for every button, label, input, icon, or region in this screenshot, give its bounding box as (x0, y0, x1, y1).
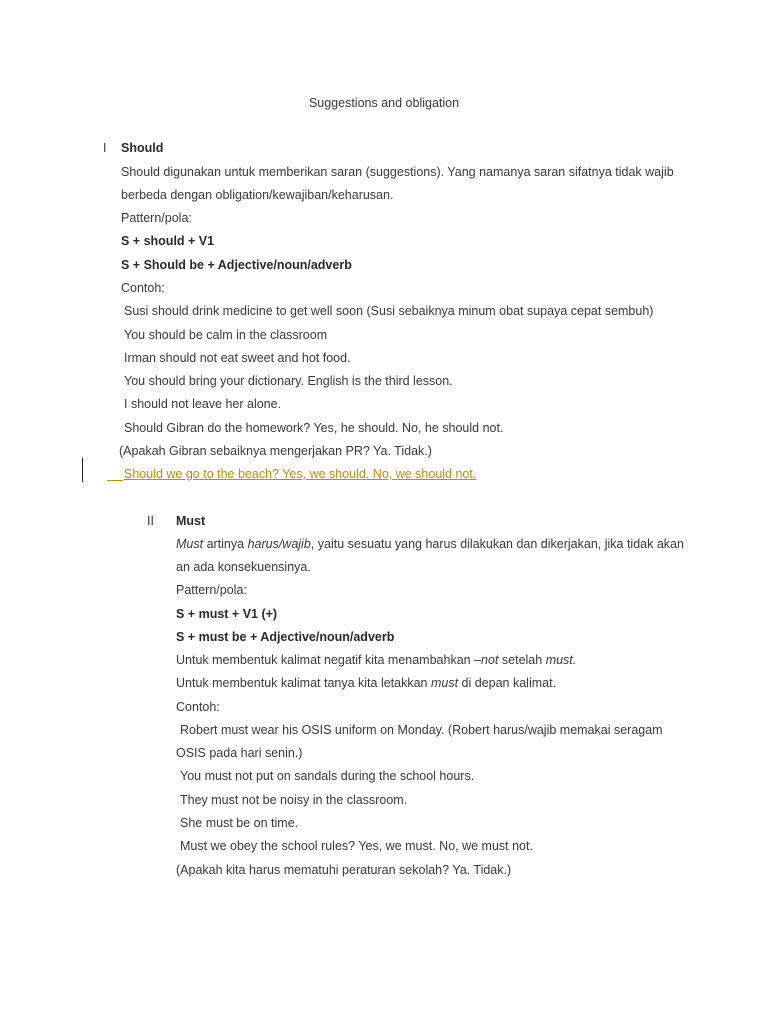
section-1-example: Susi should drink medicine to get well soon (Susi sebaiknya minum obat supaya cepat sembuh) (124, 304, 654, 318)
section-1-pattern-label: Pattern/pola: (121, 211, 192, 225)
section-2-example-label: Contoh: (176, 700, 220, 714)
rule-text: di depan kalimat. (458, 676, 557, 690)
section-1-example: I should not leave her alone. (124, 397, 282, 411)
italic-term: must. (545, 653, 577, 667)
section-2-example-1-line1: Robert must wear his OSIS uniform on Monday. (Robert harus/wajib memakai seragam (180, 723, 663, 737)
section-2-desc-line1 (176, 536, 684, 552)
section-1-number: I (103, 141, 107, 155)
section-2-example-1-line2: OSIS pada hari senin.) (176, 746, 303, 760)
section-1-desc-line1: Should digunakan untuk memberikan saran (suggestions). Yang namanya saran sifatnya tidak wajib (121, 165, 674, 179)
section-2-pattern-label: Pattern/pola: (176, 583, 247, 597)
italic-term: Must (176, 537, 204, 551)
section-1-desc-line2: berbeda dengan obligation/kewajiban/keharusan. (121, 188, 394, 202)
section-2-number: II (147, 514, 154, 528)
section-2-negative-rule (176, 652, 576, 668)
section-2-example: They must not be noisy in the classroom. (180, 793, 408, 807)
section-1-pattern-1: S + should + V1 (121, 234, 215, 248)
tracked-change-underline (107, 480, 123, 481)
section-2-example: She must be on time. (180, 816, 299, 830)
section-2-pattern-2: S + must be + Adjective/noun/adverb (176, 630, 395, 644)
section-2-example-translation: (Apakah kita harus mematuhi peraturan sekolah? Ya. Tidak.) (176, 863, 512, 877)
italic-term: not (481, 653, 499, 667)
section-1-pattern-2: S + Should be + Adjective/noun/adverb (121, 258, 352, 272)
section-1-example-translation: (Apakah Gibran sebaiknya mengerjakan PR? Ya. Tidak.) (119, 444, 432, 458)
section-2-desc-line2: an ada konsekuensinya. (176, 560, 311, 574)
section-1-highlighted-example[interactable]: Should we go to the beach? Yes, we should. No, we should not. (124, 467, 477, 481)
desc-text: , yaitu sesuatu yang harus dilakukan dan dikerjakan, jika tidak akan (310, 537, 684, 551)
italic-term: harus/wajib (247, 537, 311, 551)
rule-text: setelah (498, 653, 546, 667)
rule-text: Untuk membentuk kalimat tanya kita letakkan (176, 676, 431, 690)
section-1-example: Should Gibran do the homework? Yes, he should. No, he should not. (124, 421, 504, 435)
section-1-example: You should be calm in the classroom (124, 328, 328, 342)
desc-text: artinya (203, 537, 248, 551)
section-1-heading: Should (121, 141, 164, 155)
section-2-pattern-1: S + must + V1 (+) (176, 607, 278, 621)
section-2-example: Must we obey the school rules? Yes, we must. No, we must not. (180, 839, 533, 853)
document-title: Suggestions and obligation (308, 96, 460, 110)
section-2-example: You must not put on sandals during the school hours. (180, 769, 475, 783)
rule-text: Untuk membentuk kalimat negatif kita menambahkan – (176, 653, 482, 667)
section-1-example-label: Contoh: (121, 281, 165, 295)
text-cursor (82, 458, 83, 482)
section-2-question-rule (176, 675, 556, 691)
section-1-example: Irman should not eat sweet and hot food. (124, 351, 351, 365)
section-1-example: You should bring your dictionary. English is the third lesson. (124, 374, 453, 388)
section-2-heading: Must (176, 514, 206, 528)
italic-term: must (430, 676, 459, 690)
